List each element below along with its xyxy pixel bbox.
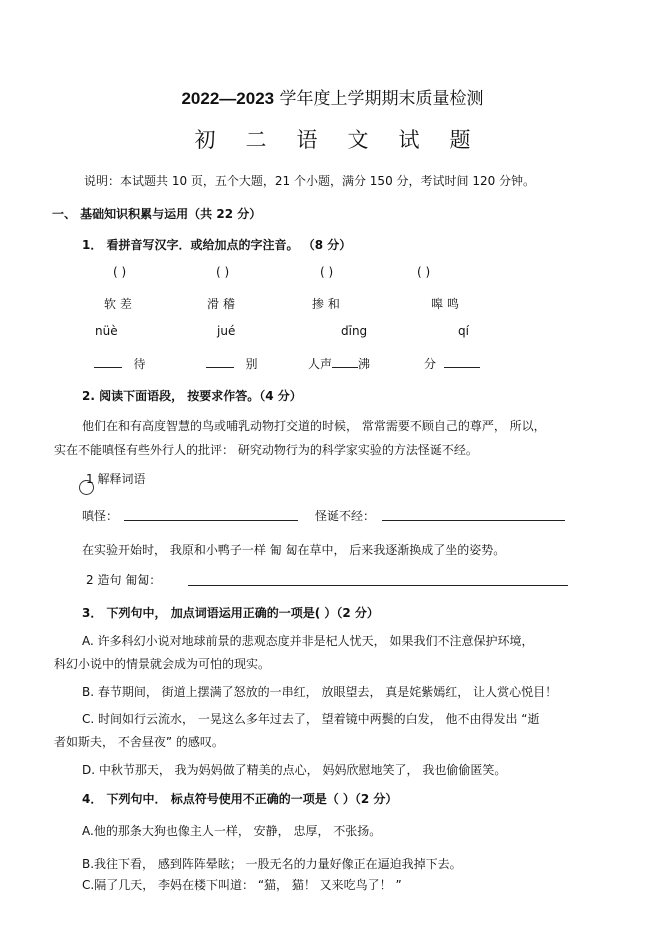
q1-paren-3: ( ) xyxy=(320,265,334,279)
q3-heading: 3． 下列句中， 加点词语运用正确的一项是( ）（2 分） xyxy=(82,606,379,620)
q1-word-1: 软 差 xyxy=(104,297,132,311)
q1-heading: 1． 看拼音写汉字．或给加点的字注音。 （8 分） xyxy=(82,238,352,252)
q1-paren-2: ( ) xyxy=(216,265,230,279)
q3-option-b: B. 春节期间， 街道上摆满了怒放的一串红， 放眼望去， 真是姹紫嫣红， 让人赏心悦目！ xyxy=(82,685,558,699)
exam-title-rest: 学年度上学期期末质量检测 xyxy=(274,89,484,109)
q2-sentence: 在实验开始时， 我原和小鸭子一样 匍 匐在草中， 后来我逐渐换成了坐的姿势。 xyxy=(82,543,506,557)
q2-heading: 2. 阅读下面语段， 按要求作答。（4 分） xyxy=(82,389,302,403)
q3-option-a-line1: A. 许多科幻小说对地球前景的悲观态度并非是杞人忧天， 如果我们不注意保护环境， xyxy=(82,634,534,648)
instructions: 说明：本试题共 10 页，五个大题，21 个小题，满分 150 分，考试时间 120 分钟。 xyxy=(84,174,536,188)
answer-blank[interactable] xyxy=(94,355,122,368)
answer-blank[interactable] xyxy=(332,355,358,368)
q2-sub2-label: 2 造句 匍匐： xyxy=(86,573,162,587)
q2-term-b: 怪诞不经： xyxy=(315,509,376,523)
q4-option-b: B.我往下看， 感到阵阵晕眩； 一股无名的力量好像正在逼迫我掉下去。 xyxy=(82,857,462,871)
q1-fill-3: 人声 沸 xyxy=(308,357,371,371)
section1-heading: 一、 基础知识积累与运用（共 22 分） xyxy=(52,207,262,221)
answer-blank[interactable] xyxy=(206,355,234,368)
term-a-answer-line[interactable] xyxy=(124,508,298,521)
exam-subtitle: 初二语文试题 xyxy=(194,128,501,152)
q1-pinyin-4: qí xyxy=(458,324,469,338)
q1-paren-4: ( ) xyxy=(417,265,431,279)
q1-fill-2: 别 xyxy=(206,355,257,372)
q2-passage-line2: 实在不能嗔怪有些外行人的批评： 研究动物行为的科学家实验的方法怪诞不经。 xyxy=(54,443,478,457)
q1-word-2: 滑 稽 xyxy=(207,297,235,311)
q1-paren-1: ( ) xyxy=(113,265,127,279)
q2-term-a: 嗔怪： xyxy=(82,509,119,523)
q4-option-c: C.隔了几天， 李妈在楼下叫道： “猫， 猫！ 又来吃鸟了！ ” xyxy=(82,878,402,892)
q1-pinyin-2: jué xyxy=(217,324,236,338)
q1-fill-1: 待 xyxy=(94,355,145,372)
q1-pinyin-3: dīng xyxy=(341,324,368,338)
q2-passage-line1: 他们在和有高度智慧的鸟或哺乳动物打交道的时候， 常常需要不顾自己的尊严， 所以， xyxy=(82,419,546,433)
q3-option-c-line2: 者如斯夫， 不舍昼夜” 的感叹。 xyxy=(54,735,224,749)
q3-option-d: D. 中秋节那天， 我为妈妈做了精美的点心， 妈妈欣慰地笑了， 我也偷偷匿笑。 xyxy=(82,763,507,777)
q3-option-c-line1: C. 时间如行云流水， 一晃这么多年过去了， 望着镜中两鬓的白发， 他不由得发出 “逝 xyxy=(82,712,540,726)
sentence-answer-line[interactable] xyxy=(188,573,568,586)
exam-title-year: 2022—2023 xyxy=(181,89,275,108)
exam-title xyxy=(0,84,665,109)
term-b-answer-line[interactable] xyxy=(382,508,565,521)
q1-pinyin-1: nüè xyxy=(95,324,118,338)
q1-word-4: 嗥 鸣 xyxy=(431,297,459,311)
answer-blank[interactable] xyxy=(444,355,480,368)
q4-heading: 4． 下列句中． 标点符号使用不正确的一项是（ ）（2 分） xyxy=(82,792,398,806)
q2-sub1-label: 1 解释词语 xyxy=(86,472,146,486)
q3-option-a-line2: 科幻小说中的情景就会成为可怕的现实。 xyxy=(54,657,271,671)
q1-fill-4: 分 xyxy=(424,355,480,372)
q4-option-a: A.他的那条大狗也像主人一样， 安静， 忠厚， 不张扬。 xyxy=(82,824,382,838)
q1-word-3: 掺 和 xyxy=(312,297,340,311)
